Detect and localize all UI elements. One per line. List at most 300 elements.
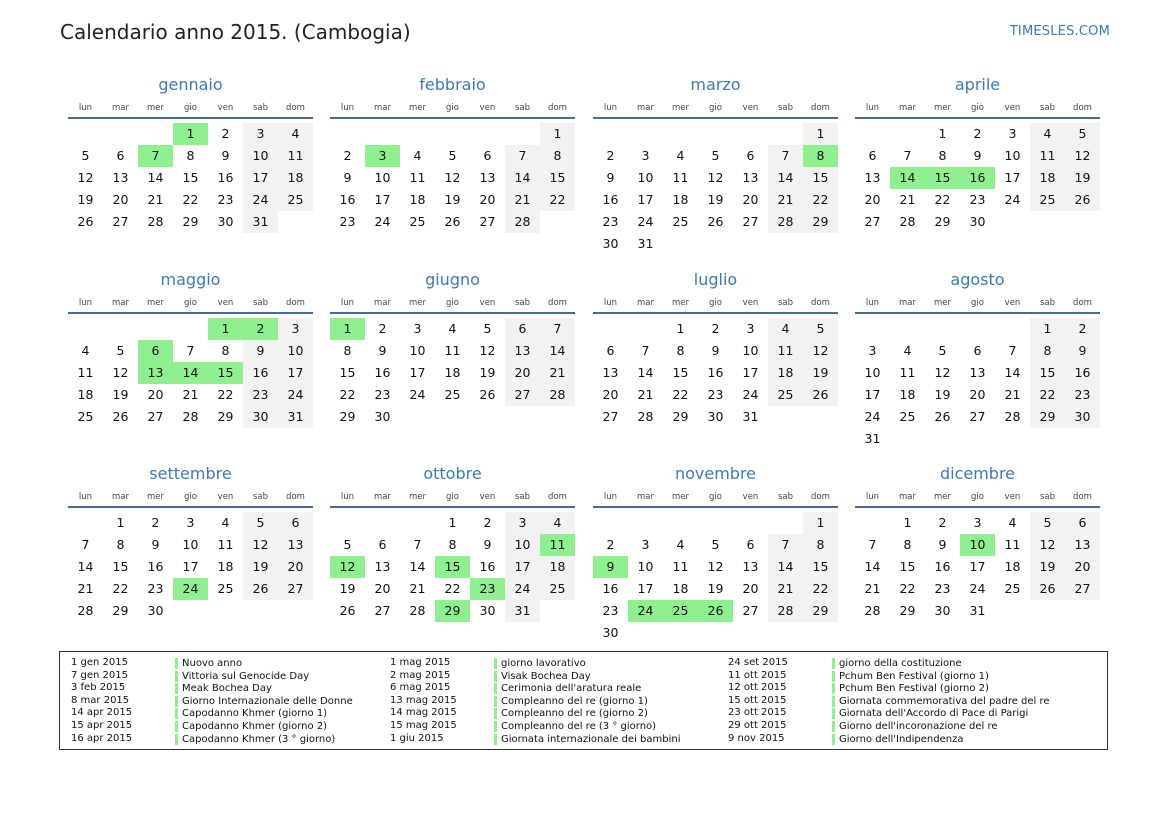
day-cell: 13	[374, 559, 391, 574]
day-cell: 24	[243, 189, 278, 211]
weekday-label: mar	[637, 103, 654, 113]
month-agosto	[855, 269, 1100, 450]
day-cell: 14	[147, 170, 164, 185]
day-cell: 30	[969, 214, 986, 229]
weekday-label: ven	[479, 492, 496, 502]
header-divider	[330, 506, 575, 508]
day-cell: 9	[711, 343, 720, 358]
day-cell: 14	[540, 340, 575, 362]
month-luglio	[593, 269, 838, 428]
holiday-day-cell: 15	[208, 362, 243, 384]
weekday-label: sab	[252, 298, 269, 308]
weekday-label: mar	[899, 103, 916, 113]
weekday-label: mer	[671, 492, 689, 502]
day-cell: 24	[864, 409, 881, 424]
day-cell: 23	[374, 387, 391, 402]
weekday-label: ven	[479, 298, 496, 308]
day-cell: 11	[1004, 537, 1021, 552]
holiday-day-cell: 2	[243, 318, 278, 340]
day-cell: 20	[602, 387, 619, 402]
weekday-label: lun	[340, 492, 355, 502]
day-cell: 9	[221, 148, 230, 163]
day-cell: 28	[147, 214, 164, 229]
weekday-header	[68, 296, 313, 310]
day-cell: 20	[742, 192, 759, 207]
day-cell: 4	[1008, 515, 1017, 530]
holiday-day-cell: 13	[138, 362, 173, 384]
weekday-label: mer	[933, 492, 951, 502]
day-cell: 15	[339, 365, 356, 380]
day-cell: 31	[742, 409, 759, 424]
day-cell: 15	[1030, 362, 1065, 384]
day-cell: 4	[540, 512, 575, 534]
day-cell: 17	[278, 362, 313, 384]
month-gennaio	[68, 74, 313, 233]
day-cell: 9	[378, 343, 387, 358]
day-cell: 30	[934, 603, 951, 618]
day-cell: 24	[742, 387, 759, 402]
day-cell: 4	[1030, 123, 1065, 145]
weekday-header	[330, 101, 575, 115]
weekday-header	[593, 490, 838, 504]
legend-holiday-name: Giornata dell'Accordo di Pace di Parigi	[832, 708, 1028, 719]
month-name: aprile	[954, 75, 1001, 94]
empty-cell	[663, 123, 698, 145]
day-cell: 30	[707, 409, 724, 424]
day-cell: 5	[116, 343, 125, 358]
day-cell: 26	[112, 409, 129, 424]
empty-cell	[698, 123, 733, 145]
day-cell: 24	[278, 384, 313, 406]
legend-holiday-name: giorno lavorativo	[494, 658, 586, 669]
day-cell: 27	[112, 214, 129, 229]
day-cell: 23	[969, 192, 986, 207]
weekday-label: dom	[1073, 492, 1092, 502]
day-cell: 23	[147, 581, 164, 596]
legend-holiday-name: Capodanno Khmer (giorno 2)	[175, 721, 327, 732]
day-cell: 6	[278, 512, 313, 534]
day-cell: 9	[1065, 340, 1100, 362]
day-cell: 5	[483, 321, 492, 336]
header-divider	[330, 312, 575, 314]
day-cell: 18	[278, 167, 313, 189]
day-cell: 27	[374, 603, 391, 618]
weekday-label: mer	[408, 103, 426, 113]
weekday-label: gio	[971, 298, 984, 308]
day-cell: 16	[374, 365, 391, 380]
holiday-legend	[59, 651, 1108, 750]
day-cell: 5	[448, 148, 457, 163]
header-divider	[593, 117, 838, 119]
weekday-label: mar	[374, 492, 391, 502]
day-cell: 1	[903, 515, 912, 530]
day-cell: 31	[637, 236, 654, 251]
day-cell: 12	[1065, 145, 1100, 167]
weekday-label: sab	[514, 103, 531, 113]
day-cell: 19	[707, 581, 724, 596]
legend-date: 1 giu 2015	[390, 732, 444, 744]
day-cell: 22	[540, 189, 575, 211]
day-cell: 28	[409, 603, 426, 618]
day-cell: 18	[1004, 559, 1021, 574]
day-cell: 25	[899, 409, 916, 424]
day-cell: 15	[112, 559, 129, 574]
weekday-label: lun	[865, 103, 880, 113]
empty-cell	[505, 123, 540, 145]
day-cell: 9	[483, 537, 492, 552]
month-giugno	[330, 269, 575, 428]
day-cell: 16	[243, 362, 278, 384]
empty-cell	[435, 123, 470, 145]
day-cell: 19	[243, 556, 278, 578]
day-cell: 7	[903, 148, 912, 163]
day-cell: 26	[479, 387, 496, 402]
day-cell: 9	[151, 537, 160, 552]
empty-cell	[925, 318, 960, 340]
empty-cell	[365, 512, 400, 534]
day-cell: 10	[864, 365, 881, 380]
day-cell: 9	[606, 170, 615, 185]
day-cell: 16	[602, 581, 619, 596]
day-cell: 11	[278, 145, 313, 167]
holiday-day-cell: 25	[663, 600, 698, 622]
weekday-label: ven	[742, 492, 759, 502]
weekday-label: dom	[1073, 103, 1092, 113]
brand-link[interactable]: TIMESLES.COM	[1009, 24, 1110, 39]
legend-holiday-name: Nuovo anno	[175, 658, 242, 669]
day-cell: 27	[505, 384, 540, 406]
holiday-day-cell: 10	[960, 534, 995, 556]
header-divider	[330, 117, 575, 119]
weekday-label: lun	[603, 103, 618, 113]
day-grid	[330, 318, 575, 428]
day-cell: 12	[1030, 534, 1065, 556]
weekday-label: mar	[374, 103, 391, 113]
day-cell: 2	[378, 321, 387, 336]
day-cell: 5	[711, 537, 720, 552]
day-cell: 20	[505, 362, 540, 384]
day-cell: 14	[768, 556, 803, 578]
weekday-label: mar	[112, 103, 129, 113]
weekday-label: dom	[548, 103, 567, 113]
legend-holiday-name: Capodanno Khmer (3 ° giorno)	[175, 734, 335, 745]
weekday-label: sab	[1039, 492, 1056, 502]
day-cell: 1	[1030, 318, 1065, 340]
day-cell: 6	[1065, 512, 1100, 534]
day-cell: 4	[278, 123, 313, 145]
weekday-label: lun	[340, 103, 355, 113]
day-cell: 8	[803, 534, 838, 556]
day-cell: 30	[217, 214, 234, 229]
weekday-label: gio	[709, 298, 722, 308]
holiday-day-cell: 15	[435, 556, 470, 578]
legend-date: 13 mag 2015	[390, 694, 457, 706]
day-cell: 29	[1030, 406, 1065, 428]
day-cell: 13	[1065, 534, 1100, 556]
header-divider	[593, 312, 838, 314]
weekday-header	[68, 101, 313, 115]
header-divider	[68, 312, 313, 314]
weekday-label: ven	[217, 298, 234, 308]
empty-cell	[890, 123, 925, 145]
weekday-label: mer	[408, 492, 426, 502]
day-cell: 29	[803, 600, 838, 622]
day-cell: 26	[1065, 189, 1100, 211]
header-divider	[855, 506, 1100, 508]
weekday-label: dom	[811, 103, 830, 113]
day-cell: 25	[77, 409, 94, 424]
day-cell: 12	[803, 340, 838, 362]
day-cell: 30	[243, 406, 278, 428]
day-cell: 18	[540, 556, 575, 578]
day-cell: 17	[243, 167, 278, 189]
day-cell: 5	[243, 512, 278, 534]
empty-cell	[400, 123, 435, 145]
day-cell: 12	[479, 343, 496, 358]
weekday-label: mer	[146, 298, 164, 308]
day-grid	[855, 318, 1100, 450]
day-cell: 22	[803, 189, 838, 211]
day-cell: 29	[899, 603, 916, 618]
day-cell: 30	[1065, 406, 1100, 428]
day-cell: 8	[1030, 340, 1065, 362]
day-cell: 16	[147, 559, 164, 574]
day-cell: 13	[278, 534, 313, 556]
empty-cell	[365, 123, 400, 145]
month-name: ottobre	[423, 464, 482, 483]
weekday-label: sab	[514, 492, 531, 502]
day-cell: 7	[768, 145, 803, 167]
day-cell: 23	[707, 387, 724, 402]
day-cell: 13	[742, 559, 759, 574]
day-cell: 27	[864, 214, 881, 229]
day-cell: 14	[505, 167, 540, 189]
month-marzo	[593, 74, 838, 255]
day-cell: 23	[934, 581, 951, 596]
legend-date: 15 apr 2015	[71, 719, 133, 731]
day-cell: 28	[768, 600, 803, 622]
header-divider	[855, 312, 1100, 314]
day-cell: 17	[182, 559, 199, 574]
day-cell: 29	[339, 409, 356, 424]
holiday-day-cell: 29	[435, 600, 470, 622]
day-cell: 21	[899, 192, 916, 207]
day-cell: 30	[602, 625, 619, 640]
weekday-label: mar	[899, 298, 916, 308]
legend-date: 7 gen 2015	[71, 669, 129, 681]
legend-date: 2 mag 2015	[390, 669, 451, 681]
empty-cell	[138, 123, 173, 145]
day-cell: 5	[81, 148, 90, 163]
day-cell: 28	[182, 409, 199, 424]
day-cell: 31	[243, 211, 278, 233]
day-cell: 28	[540, 384, 575, 406]
legend-holiday-name: Visak Bochea Day	[494, 671, 591, 682]
day-cell: 17	[864, 387, 881, 402]
day-cell: 1	[448, 515, 457, 530]
day-cell: 10	[637, 170, 654, 185]
day-cell: 17	[742, 365, 759, 380]
day-cell: 12	[112, 365, 129, 380]
day-cell: 21	[540, 362, 575, 384]
day-cell: 6	[483, 148, 492, 163]
day-cell: 21	[637, 387, 654, 402]
day-cell: 1	[676, 321, 685, 336]
day-cell: 4	[413, 148, 422, 163]
holiday-day-cell: 15	[925, 167, 960, 189]
day-cell: 2	[1065, 318, 1100, 340]
day-grid	[593, 318, 838, 428]
weekday-label: ven	[217, 492, 234, 502]
day-cell: 23	[339, 214, 356, 229]
day-cell: 2	[711, 321, 720, 336]
weekday-label: mar	[899, 492, 916, 502]
day-cell: 11	[768, 340, 803, 362]
day-cell: 5	[1065, 123, 1100, 145]
day-cell: 2	[606, 537, 615, 552]
day-cell: 11	[672, 170, 689, 185]
day-cell: 11	[672, 559, 689, 574]
empty-cell	[103, 318, 138, 340]
month-maggio	[68, 269, 313, 428]
weekday-header	[855, 490, 1100, 504]
weekday-label: dom	[286, 492, 305, 502]
month-novembre	[593, 463, 838, 644]
day-cell: 16	[934, 559, 951, 574]
weekday-label: ven	[217, 103, 234, 113]
weekday-label: lun	[340, 298, 355, 308]
day-grid	[68, 123, 313, 233]
weekday-label: lun	[865, 492, 880, 502]
day-cell: 18	[409, 192, 426, 207]
day-cell: 22	[803, 578, 838, 600]
day-cell: 3	[746, 321, 755, 336]
weekday-label: sab	[252, 103, 269, 113]
day-cell: 3	[641, 537, 650, 552]
day-cell: 1	[938, 126, 947, 141]
day-cell: 17	[505, 556, 540, 578]
legend-holiday-name: Cerimonia dell'aratura reale	[494, 683, 641, 694]
legend-date: 15 mag 2015	[390, 719, 457, 731]
day-cell: 20	[278, 556, 313, 578]
day-cell: 4	[903, 343, 912, 358]
header-divider	[593, 506, 838, 508]
weekday-label: lun	[78, 103, 93, 113]
day-cell: 23	[243, 384, 278, 406]
day-cell: 25	[444, 387, 461, 402]
month-aprile	[855, 74, 1100, 233]
weekday-label: mar	[637, 492, 654, 502]
day-cell: 15	[899, 559, 916, 574]
day-cell: 23	[602, 603, 619, 618]
day-cell: 17	[637, 581, 654, 596]
day-cell: 27	[479, 214, 496, 229]
weekday-label: sab	[1039, 298, 1056, 308]
day-grid	[68, 512, 313, 622]
weekday-label: ven	[742, 103, 759, 113]
weekday-label: dom	[811, 492, 830, 502]
day-cell: 21	[864, 581, 881, 596]
day-cell: 2	[483, 515, 492, 530]
weekday-label: dom	[286, 298, 305, 308]
legend-holiday-name: Capodanno Khmer (giorno 1)	[175, 708, 327, 719]
day-cell: 27	[602, 409, 619, 424]
day-grid	[330, 123, 575, 233]
day-cell: 26	[339, 603, 356, 618]
empty-cell	[663, 512, 698, 534]
day-cell: 12	[707, 170, 724, 185]
empty-cell	[768, 512, 803, 534]
empty-cell	[855, 512, 890, 534]
day-grid	[593, 123, 838, 255]
day-cell: 8	[116, 537, 125, 552]
day-cell: 6	[746, 148, 755, 163]
empty-cell	[628, 318, 663, 340]
day-cell: 25	[540, 578, 575, 600]
legend-date: 6 mag 2015	[390, 682, 451, 694]
day-cell: 29	[672, 409, 689, 424]
legend-date: 1 mag 2015	[390, 657, 451, 668]
day-cell: 22	[112, 581, 129, 596]
day-cell: 12	[707, 559, 724, 574]
weekday-header	[855, 296, 1100, 310]
month-dicembre	[855, 463, 1100, 622]
day-cell: 25	[278, 189, 313, 211]
day-cell: 26	[1030, 578, 1065, 600]
weekday-label: gio	[446, 492, 459, 502]
legend-date: 15 ott 2015	[728, 694, 787, 706]
month-name: maggio	[160, 270, 221, 289]
day-cell: 19	[707, 192, 724, 207]
weekday-header	[68, 490, 313, 504]
day-cell: 18	[444, 365, 461, 380]
legend-date: 14 apr 2015	[71, 707, 133, 719]
day-cell: 6	[116, 148, 125, 163]
day-cell: 22	[1030, 384, 1065, 406]
day-cell: 16	[339, 192, 356, 207]
legend-holiday-name: Giornata internazionale dei bambini	[494, 734, 681, 745]
empty-cell	[68, 318, 103, 340]
month-name: febbraio	[419, 75, 486, 94]
empty-cell	[400, 512, 435, 534]
weekday-label: dom	[286, 103, 305, 113]
day-cell: 14	[409, 559, 426, 574]
weekday-label: ven	[1004, 298, 1021, 308]
legend-date: 11 ott 2015	[728, 669, 787, 681]
empty-cell	[855, 123, 890, 145]
day-cell: 27	[742, 214, 759, 229]
legend-holiday-name: Giorno Internazionale delle Donne	[175, 696, 353, 707]
empty-cell	[470, 123, 505, 145]
holiday-day-cell: 12	[330, 556, 365, 578]
day-cell: 15	[803, 167, 838, 189]
day-cell: 10	[182, 537, 199, 552]
day-cell: 16	[1065, 362, 1100, 384]
legend-date: 3 feb 2015	[71, 682, 126, 694]
day-cell: 29	[112, 603, 129, 618]
day-cell: 19	[444, 192, 461, 207]
day-cell: 20	[374, 581, 391, 596]
day-cell: 8	[186, 148, 195, 163]
day-cell: 8	[676, 343, 685, 358]
day-cell: 6	[973, 343, 982, 358]
weekday-header	[593, 296, 838, 310]
day-cell: 25	[217, 581, 234, 596]
weekday-label: ven	[479, 103, 496, 113]
empty-cell	[698, 512, 733, 534]
weekday-label: gio	[184, 298, 197, 308]
day-cell: 7	[540, 318, 575, 340]
